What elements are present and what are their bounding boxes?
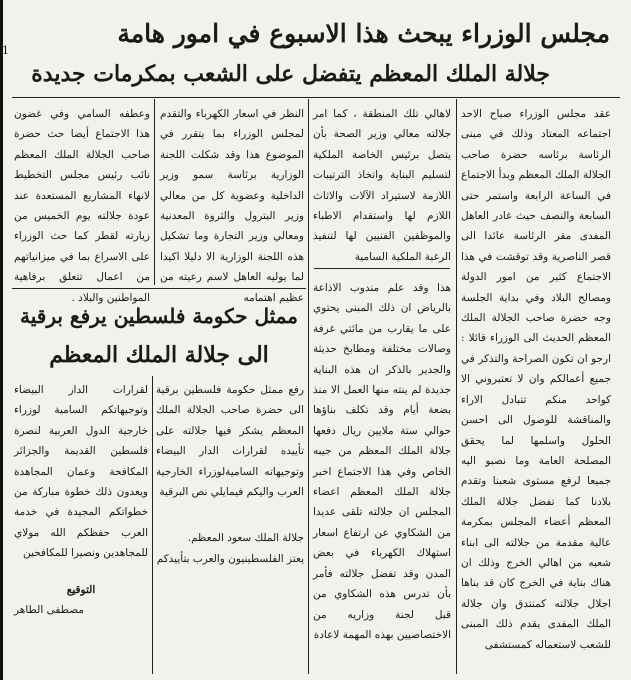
article-column-4: [14, 104, 150, 304]
section2-title-1: ممثل حكومة فلسطين يرفع برقية: [20, 304, 298, 328]
article-col3-text: النظر في اسعار الكهرباء والتقدم لمجلس الوزراء بما يتقرر في الموضوع هذا وقد شكلت اللجنة الوزارية برئاسة سمو وزير الداخلية وعضوية كل من معالي وزير البترول والثروة المعدنية ومعالي وزير التجارة وما تشكيل هذه اللجنة الوزارية الا دليلا اكيدا لما يوليه العاهل لاسم رعيته من عظيم اهتمامه: [160, 108, 304, 304]
article-col2-text: لاهالي تلك المنطقة ، كما امر جلالته معالي وزير الصحة بأن يتصل برئيس الخاصة الملكية لتسليم البناية واتخاذ الترتيبات اللازمة لاستيراد الآلات والاثاث اللازم لها واستقدام الاطباء والموظفين الفنيين لها لتنفيذ الرغبة الملكية السامية: [313, 108, 451, 263]
column-rule-1: [456, 99, 457, 674]
left-page-edge: [0, 0, 3, 680]
article-col2b-text: هذا وقد علم مندوب الاذاعة بالرياض ان ذلك المبنى يحتوي على ما يقارب من مائتي غرفة وصالات مختلفة ومطابخ حديثة والجدير بالذكر ان هذه البناية جديدة لم ينته منها العمل الا منذ بضعة أيام وقد تكلف بناؤها حوالي ستة ملايين ريال دفعها جلالة الملك المعظم من جيبه الخاص وفي هذا الاجتماع اخبر جلالة الملك المعظم اعضاء المجلس ان جلالته تلقى عديدا من الشكاوي عن ارتفاع اسعار استهلاك الكهرباء في بعض المدن وقد تفضل جلالته فأمر بأن تدرس هذه الشكاوي من قبل لجنة وزاريه من الاختصاصيين بهذه المهمة لاعادة: [313, 282, 451, 641]
section2-title-2: الى جلالة الملك المعظم: [49, 342, 269, 368]
sub-headline: جلالة الملك المعظم يتفضل على الشعب بمكرمات جديدة: [31, 61, 550, 87]
section2-column-right: [156, 380, 304, 674]
section2-left-text: لقرارات الدار البيضاء وتوجيهاتكم السامية لوزراء خارجية الدول العربية لنصرة فلسطين القديمة والجزائر المكافحة وعمان المجاهدة ويعدون ذلك خطوة مباركة من خطواتكم المجيدة في خدمة العرب حفظكم الله مولاي للمجاهدين ونصيرا للمكافحين: [14, 384, 148, 560]
section2-right-text: رفع ممثل حكومة فلسطين برقية الى حضرة صاحب الجلالة الملك المعظم يشكر فيها جلالته على تأييده لقرارات الدار البيضاء وتوجيهاته الساميةلوزراء الخارجية العرب واليكم فيمايلي نص البرقية: [156, 384, 304, 499]
page-edge-number: 1: [2, 44, 9, 57]
article-column-2: [313, 104, 451, 672]
section2-column-rule: [152, 376, 153, 674]
section2-right-king: جلالة الملك سعود المعظم.: [187, 532, 304, 545]
signature-label: التوقيع: [66, 583, 96, 596]
article-col1-text: عقد مجلس الوزراء صباح الاحد اجتماعه المعتاد وذلك في مبنى الرئاسة برئاسه حضرة صاحب الجلالة الملك المعظم وبدأ الاجتماع في الساعة الرابعة واستمر حتى السابعة والنصف حيث غادر العاهل المفدى مقر الرئاسة عائدا الى قصر الناصرية وقد توقشت في هذا الاجتماع كثير من امور الدولة ومصالح البلاد وفي بداية الجلسة وجه حضرة صاحب الجلالة الملك المعظم الحديث الى الوزراء قائلا : ارجو ان تكون الصراحة والتذكر في جميع أعمالكم وان لا تعتبروني الا كواحد منكم تتبادل الاراء والمناقشة للوصول الى احسن الحلول واسلمها لما يحقق المصلحة العامة وما نصبو اليه جميعا لرفع مستوى شعبنا وتقدم بلادنا كما تفضل جلالة الملك المعظم أعضاء المجلس بمكرمة عالية مقدمة من جلالته الى ابناء شعبه من اهالي الخرج وذلك ان هناك بناية في الخرج كان قد بناها اجلال جلالته كمنتدق وان جلالة الملك المفدى يقدم ذلك المبنى للشعب لاستعماله كمستشفى: [461, 108, 611, 651]
column-rule-2: [308, 99, 309, 674]
header-rule: [12, 97, 620, 98]
article-column-1: [461, 104, 611, 672]
signature-name: مصطفى الطاهر: [14, 604, 85, 617]
main-headline: مجلس الوزراء يبحث هذا الاسبوع في امور هامة: [117, 19, 610, 48]
article-column-3: [160, 104, 304, 304]
section2-right-last: يعتز الفلسطينيون والعرب بتأييدكم: [156, 552, 304, 565]
article-col4-text: وعطفه السامي وفي غضون هذا الاجتماع أيضا حث حضرة صاحب الجلالة الملك المعظم نائب رئيس مجلس التخطيط لانهاء المشاريع المستعدة عند عودة جلالته يوم الخميس من زيارته لقطر كما حث الوزراء على الاسراع بما في ميزانياتهم من اعمال تتعلق برفاهية المواطنين والبلاد .: [14, 108, 150, 304]
section2-column-left: [14, 380, 148, 674]
column-rule-3: [154, 99, 155, 285]
